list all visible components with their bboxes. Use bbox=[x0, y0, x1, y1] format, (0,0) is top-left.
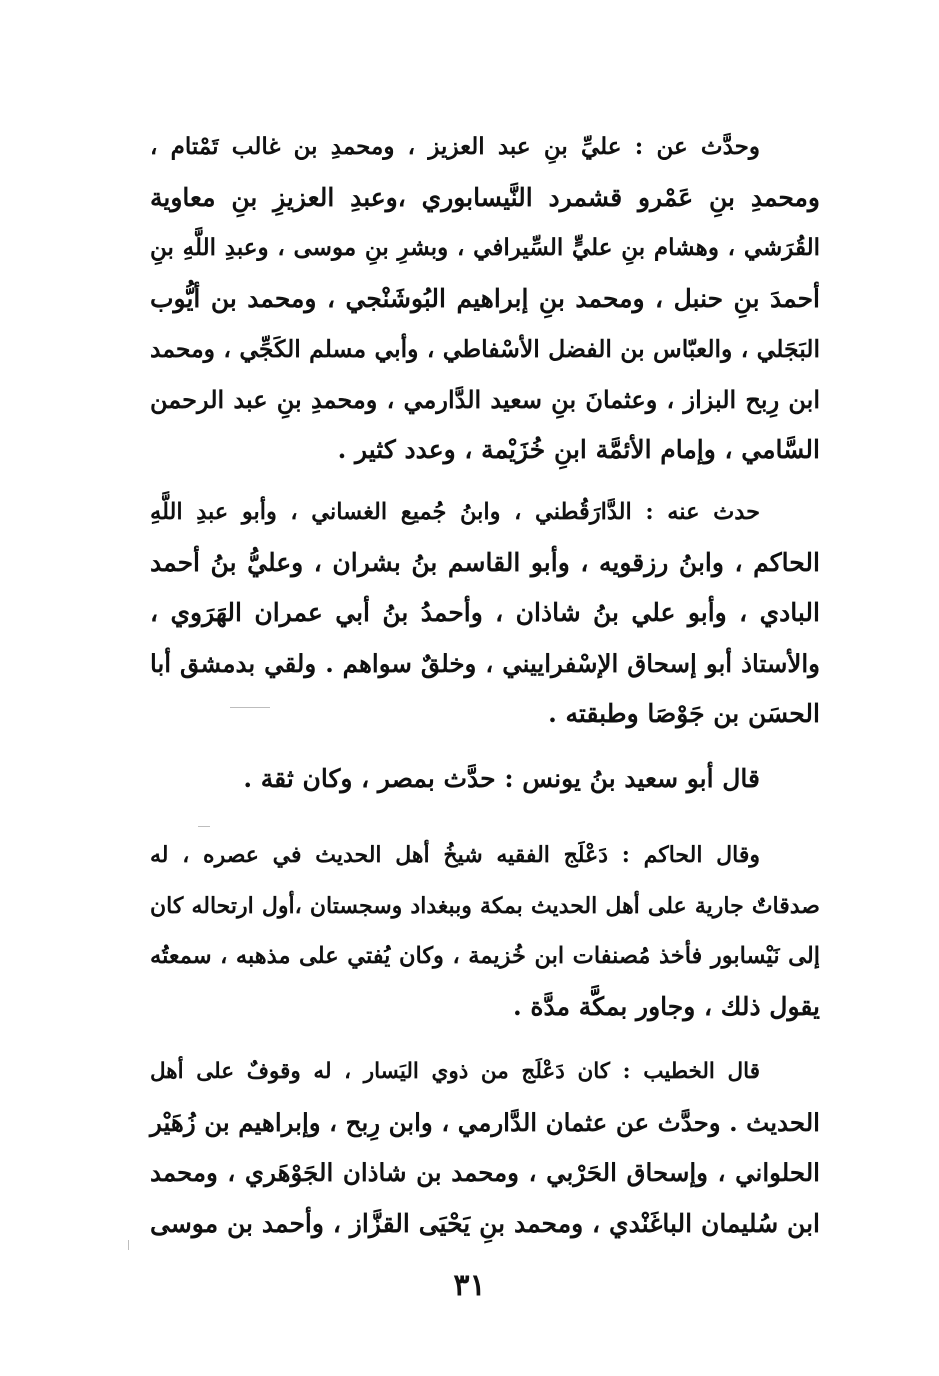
paragraph-teachers bbox=[150, 122, 820, 476]
text-line: البادي ، وأبو علي بنُ شاذان ، وأحمدُ بنُ أبي عمران الهَرَوي ، bbox=[150, 598, 820, 627]
text-line: يقول ذلك ، وجاور بمكَّة مدَّة . bbox=[512, 991, 820, 1021]
text-line: وقال الحاكم : دَعْلَج الفقيه شيخُ أهل الحديث في عصره ، له bbox=[150, 842, 760, 868]
text-line: السَّامي ، وإمام الأئمَّة ابنِ خُزَيْمة ، وعدد كثير . bbox=[337, 435, 820, 464]
text-line: الحديث . وحدَّث عن عثمان الدَّارمي ، وابن رِبح ، وإبراهيم بن زُهَيْر bbox=[150, 1107, 820, 1137]
text-line: الحلواني ، وإسحاق الحَرْبي ، ومحمد بن شاذان الجَوْهَري ، ومحمد bbox=[150, 1158, 820, 1187]
text-line: الحسَن بن جَوْصَا وطبقته . bbox=[548, 699, 820, 728]
text-line: وحدَّث عن : عليِّ بنِ عبد العزيز ، ومحمدِ بن غالب تَمْتام ، bbox=[150, 133, 760, 160]
paragraph-ibn-yunus bbox=[150, 754, 820, 805]
text-line: حدث عنه : الدَّارَقُطني ، وابنُ جُميع الغساني ، وأبو عبدِ اللَّهِ bbox=[150, 499, 760, 525]
text-line: ابن سُليمان الباغَنْدي ، ومحمد بنِ يَحْيَى القزَّاز ، وأحمد بن موسى bbox=[150, 1208, 820, 1238]
text-line: ومحمدِ بنِ عَمْرو قشمرد النَّيسابوري ،وعبدِ العزيزِ بنِ معاوية bbox=[150, 182, 820, 212]
text-line: القُرَشي ، وهشام بنِ عليٍّ السِّيرافي ، وبشرِ بنِ موسى ، وعبدِ اللَّهِ بنِ bbox=[150, 234, 820, 261]
text-line: ابن رِبح البزاز ، وعثمانَ بنِ سعيد الدَّارمي ، ومحمدِ بنِ عبد الرحمن bbox=[150, 384, 820, 414]
scan-speck bbox=[230, 707, 270, 708]
text-line: الحاكم ، وابنُ رزقويه ، وأبو القاسم بنُ بشران ، وعليُّ بنُ أحمد bbox=[150, 547, 820, 577]
page-number: ٣١ bbox=[453, 1268, 486, 1303]
text-line: إلى نَيْسابور فأخذ مُصنفات ابن خُزيمة ، وكان يُفتي على مذهبه ، سمعتُه bbox=[150, 943, 820, 969]
scan-speck bbox=[198, 826, 210, 827]
paragraph-al-khatib bbox=[150, 1047, 820, 1249]
text-line: والأستاذ أبو إسحاق الإسْفراييني ، وخلقٌ سواهم . ولقي بدمشق أبا bbox=[150, 648, 820, 678]
paragraph-al-hakim bbox=[150, 830, 820, 1032]
scan-speck bbox=[128, 1240, 129, 1250]
text-line: أحمدَ بنِ حنبل ، ومحمد بنِ إبراهيم البُوشَنْجي ، ومحمد بن أيُّوب bbox=[150, 283, 820, 313]
text-line: صدقاتٌ جارية على أهل الحديث بمكة وببغداد وسجستان ،أول ارتحاله كان bbox=[150, 892, 820, 919]
text-line: قال الخطيب : كان دَعْلَج من ذوي اليَسار ، له وقوفٌ على أهل bbox=[150, 1059, 760, 1084]
text-line: قال أبو سعيد بنُ يونس : حدَّث بمصر ، وكان ثقة . bbox=[243, 764, 760, 793]
paragraph-students bbox=[150, 487, 820, 740]
text-line: البَجَلي ، والعبّاس بن الفضل الأسْفاطي ، وأبي مسلم الكَجِّي ، ومحمد bbox=[150, 335, 820, 363]
